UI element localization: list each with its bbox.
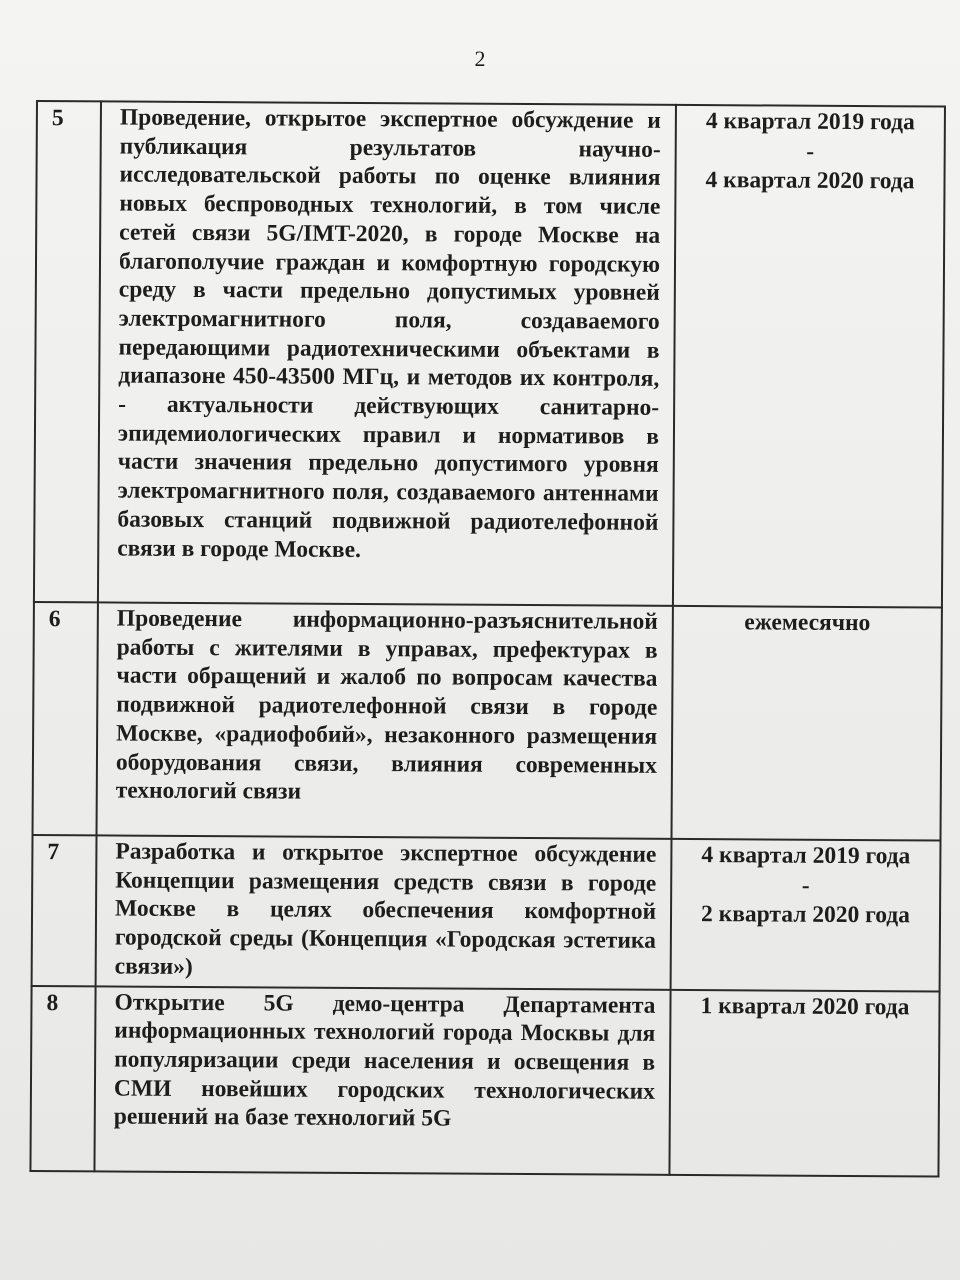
- row-description: Открытие 5G демо-центра Департамента информационных технологий города Москвы для популяризации среди населения и освещения в СМИ новейших городских технологических решений на базе технологий 5G: [94, 986, 670, 1175]
- page-number: 2: [474, 46, 486, 71]
- plan-table: [29, 100, 946, 1177]
- row-number: 7: [32, 835, 97, 986]
- deadline-end: 2 квартал 2020 года: [701, 900, 911, 929]
- table-row: [32, 835, 941, 991]
- deadline-start: 4 квартал 2019 года: [701, 842, 911, 870]
- deadline-separator: -: [801, 872, 810, 899]
- row-number: 8: [30, 986, 95, 1171]
- row-deadline: [671, 606, 941, 841]
- table-row: [33, 602, 942, 841]
- deadline-start: 4 квартал 2019 года: [705, 108, 915, 136]
- deadline-start: ежемесячно: [744, 609, 871, 637]
- row-deadline: [669, 989, 939, 1176]
- row-number: 6: [33, 602, 98, 835]
- row-deadline: [671, 839, 941, 991]
- row-deadline: [673, 105, 945, 608]
- deadline-start: 1 квартал 2020 года: [700, 992, 910, 1020]
- deadline-end: 4 квартал 2020 года: [705, 166, 915, 195]
- table-row: [30, 986, 939, 1177]
- row-description: Проведение информационно-разъяснительной работы с жителями в управах, префектурах в части обращений и жалоб по вопросам качества подвижной радиотелефонной связи в городе Москве, «радиофобий», незаконного размещения оборудования связи, влияния современных технологий связи: [97, 602, 673, 839]
- row-description: Проведение, открытое экспертное обсуждение и публикация результатов научно-исследовательской работы по оценке влияния новых беспроводных технологий, в том числе сетей связи 5G/IMT-2020, в городе Москве на благополучие граждан и комфортную городскую среду в части предельно допустимых уровней электромагнитного поля, создаваемого передающими радиотехническими объектами в диапазоне 450-43500 МГц, и методов их контроля, - актуальности действующих санитарно-эпидемиологических правил и нормативов в части значения предельно допустимого уровня электромагнитного поля, создаваемого антеннами базовых станций подвижной радиотелефонной связи в городе Москве.: [98, 101, 676, 606]
- deadline-separator: -: [806, 138, 815, 165]
- row-description: Разработка и открытое экспертное обсуждение Концепции размещения средств связи в городе Москве в целях обеспечения комфортной городской среды (Концепция «Городская эстетика связи»): [96, 835, 672, 989]
- row-number: 5: [34, 101, 101, 602]
- table-row: [34, 101, 945, 608]
